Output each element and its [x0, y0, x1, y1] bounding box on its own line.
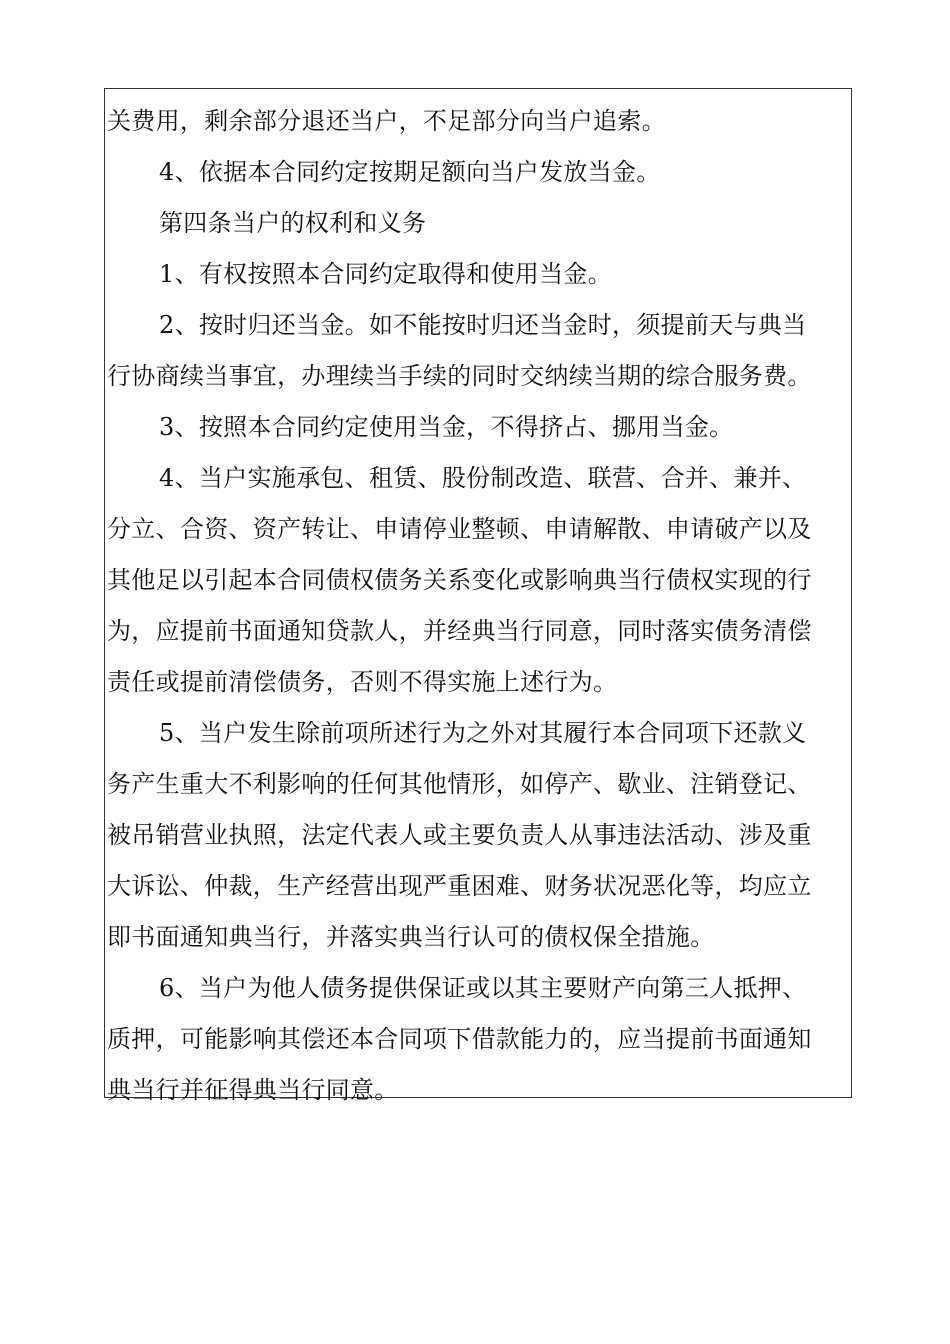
section-heading: 第四条当户的权利和义务: [159, 209, 427, 237]
text-line: 责任或提前清偿债务，否则不得实施上述行为。: [107, 668, 618, 696]
text-line: 典当行并征得典当行同意。: [107, 1076, 399, 1104]
text-line: 4、当户实施承包、租赁、股份制改造、联营、合并、兼并、: [159, 464, 807, 492]
contract-text-box: [104, 88, 852, 1104]
text-line: 1、有权按照本合同约定取得和使用当金。: [159, 260, 612, 288]
text-line: 被吊销营业执照，法定代表人或主要负责人从事违法活动、涉及重: [107, 821, 812, 849]
text-line: 3、按照本合同约定使用当金，不得挤占、挪用当金。: [159, 413, 734, 441]
text-line: 2、按时归还当金。如不能按时归还当金时，须提前天与典当: [159, 311, 807, 339]
text-line: 其他足以引起本合同债权债务关系变化或影响典当行债权实现的行: [107, 566, 812, 594]
text-line: 大诉讼、仲裁，生产经营出现严重困难、财务状况恶化等，均应立: [107, 872, 812, 900]
text-line: 5、当户发生除前项所述行为之外对其履行本合同项下还款义: [159, 719, 807, 747]
text-line: 分立、合资、资产转让、申请停业整顿、申请解散、申请破产以及: [107, 515, 812, 543]
text-line: 4、依据本合同约定按期足额向当户发放当金。: [159, 158, 661, 186]
text-line: 即书面通知典当行，并落实典当行认可的债权保全措施。: [107, 923, 715, 951]
text-line: 为，应提前书面通知贷款人，并经典当行同意，同时落实债务清偿: [107, 617, 812, 645]
text-line: 关费用，剩余部分退还当户，不足部分向当户追索。: [107, 107, 666, 135]
text-line: 6、当户为他人债务提供保证或以其主要财产向第三人抵押、: [159, 974, 807, 1002]
text-line: 质押，可能影响其偿还本合同项下借款能力的，应当提前书面通知: [107, 1025, 812, 1053]
text-line: 务产生重大不利影响的任何其他情形，如停产、歇业、注销登记、: [107, 770, 812, 798]
text-line: 行协商续当事宜，办理续当手续的同时交纳续当期的综合服务费。: [107, 362, 812, 390]
